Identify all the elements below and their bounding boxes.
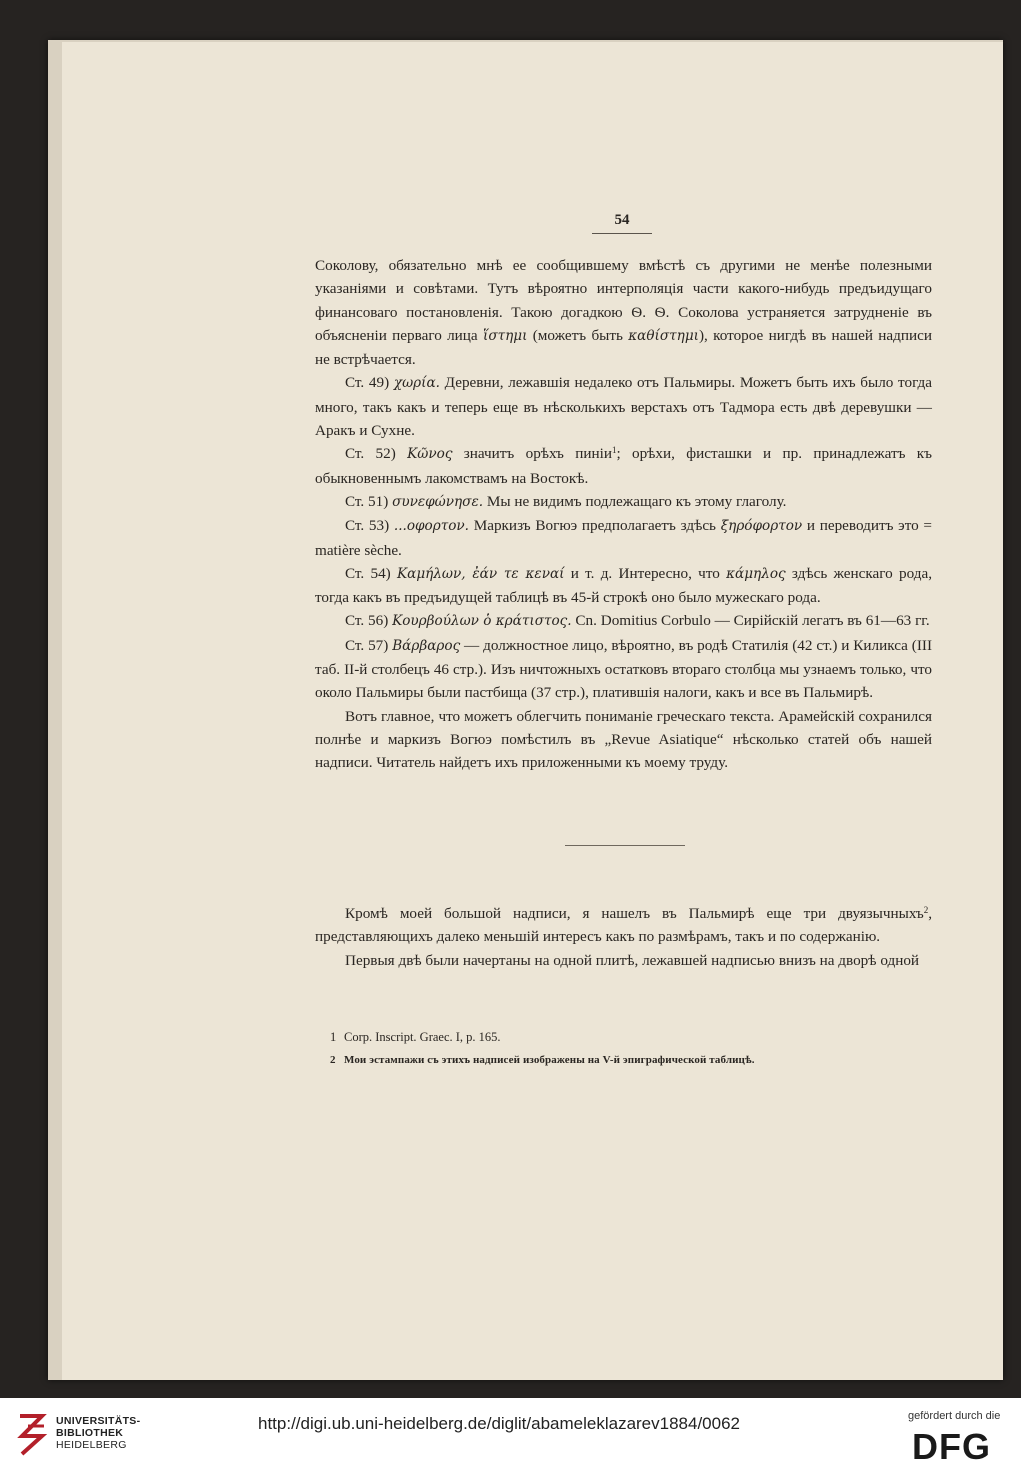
paragraph-line-52: Ст. 52) Κῶνος значитъ орѣхъ пиніи$^1$; орѣхи, фисташки и пр. принадлежатъ къ обыкновеннымъ лакомствамъ на Востокѣ. — [315, 445, 932, 487]
paragraph-first-two: Первыя двѣ были начертаны на одной плитѣ, лежавшей надписью внизъ на дворѣ одной — [345, 951, 920, 969]
footnotes — [330, 1026, 930, 1072]
footnote-2: 2 Мои эстампажи съ этихъ надписей изображены на V-й эпиграфической таблицѣ. — [330, 1054, 755, 1066]
university-library-logo-text: UNIVERSITÄTS- BIBLIOTHEK HEIDELBERG — [56, 1415, 141, 1451]
footnote-ref-1: 1 — [611, 445, 617, 456]
paragraph-line-56: Ст. 56) Κουρβούλων ὁ κράτιστος. Cn. Domitius Corbulo — Сирійскій легатъ въ 61—63 гг. — [345, 612, 930, 630]
paragraph-intro: Соколову, обязательно мнѣ ее сообщившему вмѣстѣ съ другими не менѣе полезными указаніями и совѣтами. Тутъ вѣроятно интерполяція части какого-нибудь предъидущаго финансоваго постановленія. Такою догадкою Ѳ. Ѳ. Соколова устраняется затрудненіе въ объясненіи перваго лица ἵστημι (можетъ быть καθίστημι), которое нигдѣ въ нашей надписи не встрѣчается. — [315, 257, 933, 369]
paragraph-line-49: Ст. 49) χωρία. Деревни, лежавшія недалеко отъ Пальмиры. Можетъ быть ихъ было тогда много, такъ какъ и теперь еще въ нѣсколькихъ верстахъ отъ Тадмора есть двѣ деревушки — Аракъ и Сухне. — [315, 374, 933, 440]
university-library-logo-icon — [14, 1412, 48, 1456]
document-url-link[interactable]: http://digi.ub.uni-heidelberg.de/diglit/abameleklazarev1884/0062 — [258, 1414, 741, 1433]
paragraph-summary: Вотъ главное, что можетъ облегчить пониманіе греческаго текста. Арамейскій сохранился полнѣе и маркизъ Вогюэ помѣстилъ въ „Revue Asiatique“ нѣсколько статей объ нашей надписи. Читатель найдетъ ихъ приложенными къ моему труду. — [315, 707, 932, 772]
paragraph-bilingual: Кромѣ моей большой надписи, я нашелъ въ Пальмирѣ еще три двуязычныхъ$^2$, представляющихъ далеко меньшій интересъ какъ по размѣрамъ, такъ и по содержанію. — [315, 905, 932, 946]
paragraph-line-54: Ст. 54) Καμήλων, ἐάν τε κεναί и т. д. Интересно, что κάμηλος здѣсь женскаго рода, тогда какъ въ предъидущей таблицѣ въ 45-й строкѣ оно было мужескаго рода. — [315, 564, 933, 607]
dfg-logo-icon: DFG — [912, 1426, 991, 1467]
paragraph-line-53: Ст. 53) ...οφορτον. Маркизъ Вогюэ предполагаетъ здѣсь ξηρόφορτον и переводитъ это = matière sèche. — [315, 517, 932, 559]
main-text — [315, 254, 932, 775]
second-section-text — [315, 902, 932, 972]
viewer-footer — [0, 1398, 1021, 1473]
footnote-ref-2: 2 — [923, 905, 929, 915]
page-number: 54 — [592, 212, 652, 234]
dfg-funding-label: gefördert durch die — [908, 1410, 1001, 1422]
footnote-1: 1 Corp. Inscript. Graec. I, p. 165. — [330, 1030, 501, 1044]
section-divider — [565, 845, 685, 846]
paragraph-line-57: Ст. 57) Βάρβαρος — должностное лицо, вѣроятно, въ родѣ Статилія (42 ст.) и Киликса (III таб. II-й столбецъ 46 стр.). Изъ ничтожныхъ остатковъ втораго столбца мы узнаемъ только, что около Пальмиры были пастбища (37 стр.), платившія налоги, какъ и все въ Пальмирѣ. — [315, 636, 933, 702]
paragraph-line-51: Ст. 51) συνεφώνησε. Мы не видимъ подлежащаго къ этому глаголу. — [345, 492, 787, 510]
